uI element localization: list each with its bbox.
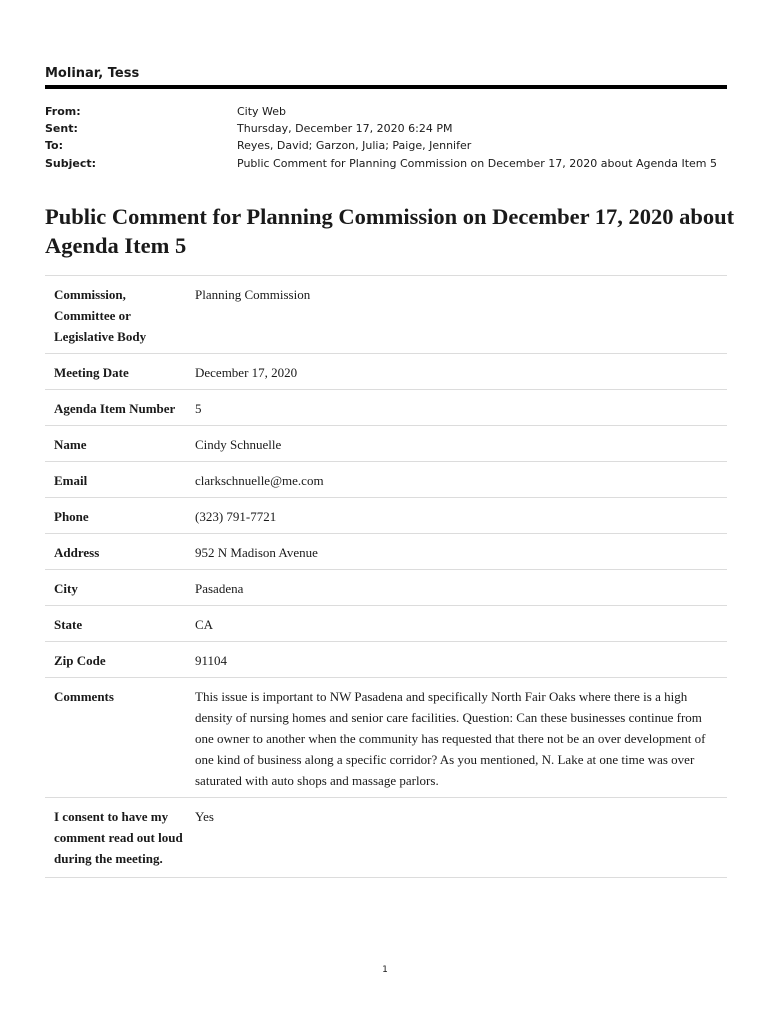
table-row <box>45 606 727 642</box>
to-row <box>45 137 735 154</box>
field-value: Yes <box>195 809 214 824</box>
table-row <box>45 390 727 426</box>
sender-name: Molinar, Tess <box>45 66 140 81</box>
from-row <box>45 103 735 120</box>
table-row <box>45 570 727 606</box>
from-value: City Web <box>237 105 287 118</box>
field-value: 91104 <box>195 653 228 668</box>
field-label: Zip Code <box>54 653 106 668</box>
field-value: Cindy Schnuelle <box>195 437 282 452</box>
field-value: CA <box>195 617 214 632</box>
field-value: Pasadena <box>195 581 244 596</box>
field-value: December 17, 2020 <box>195 365 298 380</box>
from-label: From: <box>45 105 81 118</box>
field-value: clarkschnuelle@me.com <box>195 473 324 488</box>
field-value: 5 <box>195 401 202 416</box>
table-row <box>45 498 727 534</box>
comment-form-table <box>45 275 727 878</box>
to-value: Reyes, David; Garzon, Julia; Paige, Jennifer <box>237 139 472 153</box>
sent-value: Thursday, December 17, 2020 6:24 PM <box>237 122 453 136</box>
page-number: 1 <box>382 965 388 975</box>
sent-label: Sent: <box>45 122 78 136</box>
subject-value: Public Comment for Planning Commission on December 17, 2020 about Agenda Item 5 <box>237 156 718 170</box>
field-value: (323) 791-7721 <box>195 509 277 524</box>
table-row <box>45 642 727 678</box>
field-value: Planning Commission <box>195 287 311 302</box>
subject-label: Subject: <box>45 156 97 170</box>
field-value: 952 N Madison Avenue <box>195 545 318 560</box>
table-row <box>45 462 727 498</box>
field-label: Address <box>54 545 100 560</box>
field-label: Meeting Date <box>54 365 129 380</box>
table-row <box>45 534 727 570</box>
subject-row <box>45 155 735 172</box>
table-row <box>45 678 727 798</box>
email-header <box>45 103 735 172</box>
page-title: Public Comment for Planning Commission on December 17, 2020 about Agenda Item 5 <box>45 204 735 258</box>
field-value: This issue is important to NW Pasadena and specifically North Fair Oaks where there is a high density of nursing homes and senior care facilities. Question: Can these businesses continue from one owner to another when the community has requested that there not be an over development of one kind of business along a specific corridor? As you mentioned, N. Lake at one time was over saturated with auto shops and massage parlors. <box>195 689 706 788</box>
field-label: Agenda Item Number <box>54 401 176 416</box>
sent-row <box>45 120 735 137</box>
field-label: Comments <box>54 689 114 704</box>
to-label: To: <box>45 139 63 153</box>
table-row <box>45 426 727 462</box>
field-label: City <box>54 581 78 596</box>
field-label: Commission, Committee or Legislative Body <box>54 287 147 344</box>
field-label: Phone <box>54 509 89 524</box>
field-label: Name <box>54 437 87 452</box>
field-label: I consent to have my comment read out loud during the meeting. <box>54 809 183 866</box>
field-label: Email <box>54 473 88 488</box>
table-row <box>45 354 727 390</box>
field-label: State <box>54 617 83 632</box>
table-row <box>45 798 727 878</box>
header-divider <box>45 85 727 89</box>
table-row <box>45 276 727 354</box>
